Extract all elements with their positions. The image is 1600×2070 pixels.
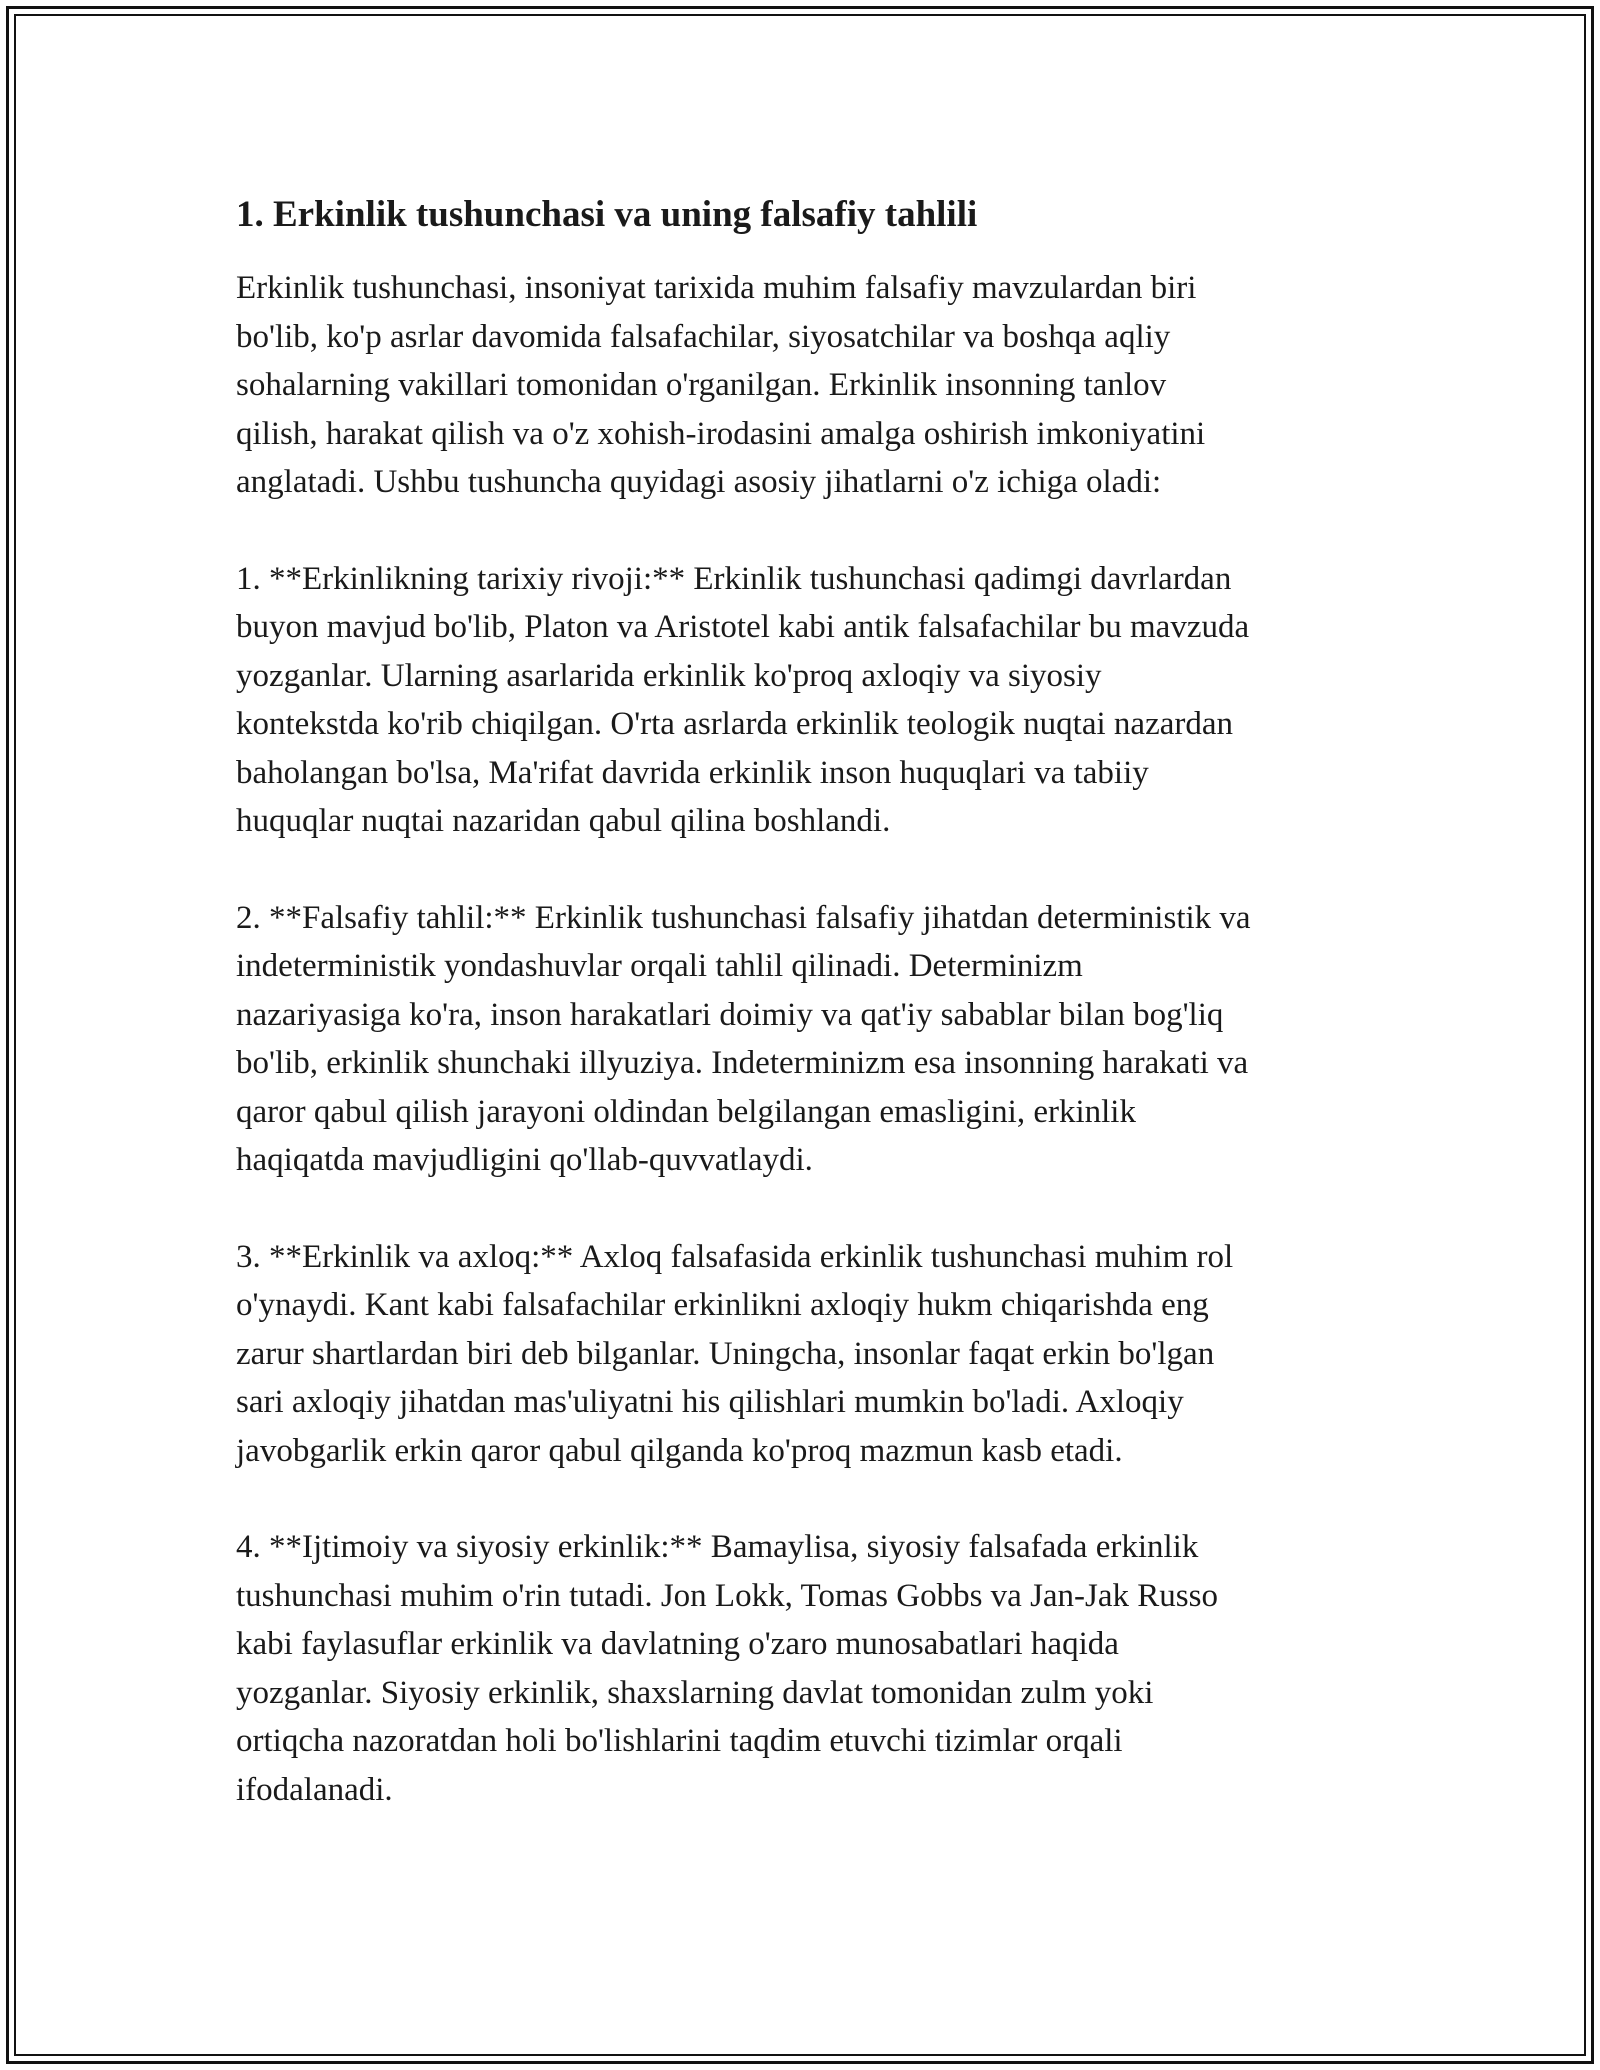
intro-paragraph: Erkinlik tushunchasi, insoniyat tarixida muhim falsafiy mavzulardan biri bo'lib, ko'p asrlar davomida falsafachilar, siyosatchilar va boshqa aqliy sohalarning vakillari tomonidan o'rganilgan. Erkinlik insonning tanlov qilish, harakat qilish va o'z xohish-irodasini amalga oshirish imkoniyatini anglatadi. Ushbu tushuncha quyidagi asosiy jihatlarni o'z ichiga oladi: bbox=[236, 270, 1206, 500]
point-1-paragraph: 1. **Erkinlikning tarixiy rivoji:** Erkinlik tushunchasi qadimgi davrlardan buyon mavjud bo'lib, Platon va Aristotel kabi antik falsafachilar bu mavzuda yozganlar. Ularning asarlarida erkinlik ko'proq axloqiy va siyosiy kontekstda ko'rib chiqilgan. O'rta asrlarda erkinlik teologik nuqtai nazardan baholangan bo'lsa, Ma'rifat davrida erkinlik inson huquqlari va tabiiy huquqlar nuqtai nazaridan qabul qilina boshlandi. bbox=[236, 560, 1250, 839]
point-4-paragraph: 4. **Ijtimoiy va siyosiy erkinlik:** Bamaylisa, siyosiy falsafada erkinlik tushunchasi muhim o'rin tutadi. Jon Lokk, Tomas Gobbs va Jan-Jak Russo kabi faylasuflar erkinlik va davlatning o'zaro munosabatlari haqida yozganlar. Siyosiy erkinlik, shaxslarning davlat tomonidan zulm yoki ortiqcha nazoratdan holi bo'lishlarini taqdim etuvchi tizimlar orqali ifodalanadi. bbox=[236, 1529, 1218, 1808]
point-2-paragraph: 2. **Falsafiy tahlil:** Erkinlik tushunchasi falsafiy jihatdan deterministik va indeterministik yondashuvlar orqali tahlil qilinadi. Determinizm nazariyasiga ko'ra, inson harakatlari doimiy va qat'iy sabablar bilan bog'liq bo'lib, erkinlik shunchaki illyuziya. Indeterminizm esa insonning harakati va qaror qabul qilish jarayoni oldindan belgilangan emasligini, erkinlik haqiqatda mavjudligini qo'llab-quvvatlaydi. bbox=[236, 899, 1251, 1178]
document-body bbox=[236, 186, 1386, 1862]
point-3-paragraph: 3. **Erkinlik va axloq:** Axloq falsafasida erkinlik tushunchasi muhim rol o'ynaydi. Kant kabi falsafachilar erkinlikni axloqiy hukm chiqarishda eng zarur shartlardan biri deb bilganlar. Uningcha, insonlar faqat erkin bo'lgan sari axloqiy jihatdan mas'uliyatni his qilishlari mumkin bo'ladi. Axloqiy javobgarlik erkin qaror qabul qilganda ko'proq mazmun kasb etadi. bbox=[236, 1238, 1234, 1469]
section-heading: 1. Erkinlik tushunchasi va uning falsafiy tahlili bbox=[236, 194, 978, 235]
